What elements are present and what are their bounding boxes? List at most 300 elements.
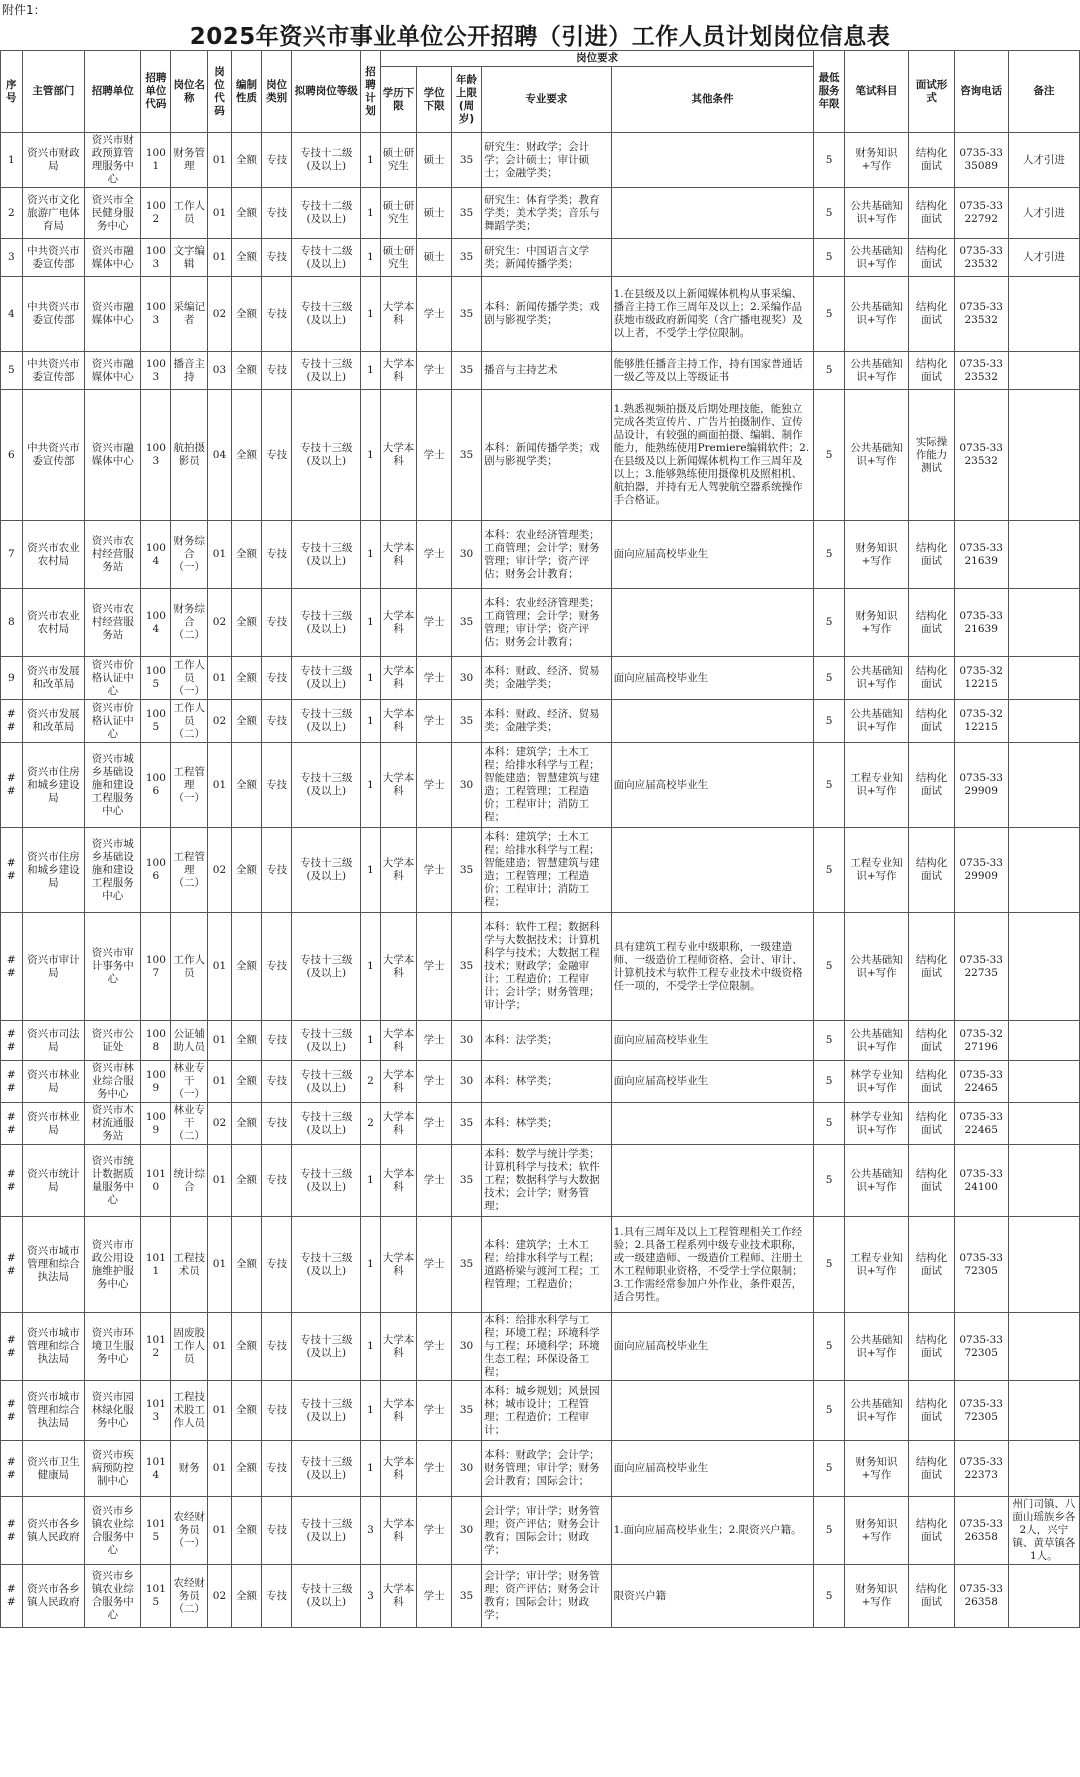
cell-degree: 学士 <box>417 1021 452 1061</box>
cell-edu: 硕士研究生 <box>380 133 417 188</box>
cell-staff-type: 全额 <box>231 352 261 390</box>
cell-degree: 学士 <box>417 1497 452 1565</box>
cell-service: 5 <box>814 1061 844 1103</box>
cell-dept: 资兴市城市管理和综合执法局 <box>22 1217 85 1313</box>
cell-seq: ## <box>1 1145 23 1217</box>
cell-post-type: 专技 <box>262 1565 292 1628</box>
cell-written: 公共基础知识+写作 <box>844 1145 909 1217</box>
table-row <box>1 133 1080 188</box>
cell-post-level: 专技十三级(及以上) <box>292 828 361 913</box>
cell-edu: 大学本科 <box>380 1103 417 1145</box>
cell-unit-code: 1006 <box>141 828 171 913</box>
cell-plan: 1 <box>361 521 380 589</box>
cell-service: 5 <box>814 828 844 913</box>
cell-seq: ## <box>1 1217 23 1313</box>
cell-plan: 1 <box>361 913 380 1021</box>
cell-age: 35 <box>451 1145 481 1217</box>
cell-other <box>611 1103 814 1145</box>
cell-plan: 1 <box>361 352 380 390</box>
cell-service: 5 <box>814 390 844 521</box>
cell-post-type: 专技 <box>262 1381 292 1441</box>
cell-service: 5 <box>814 1021 844 1061</box>
cell-age: 35 <box>451 239 481 277</box>
cell-service: 5 <box>814 743 844 828</box>
cell-other: 1.具有三周年及以上工程管理相关工作经验；2.具备工程系列中级专业技术职称，或一级建造师、一级造价工程师、注册土木工程师职业资格，不受学士学位限制；3.工作需经常参加户外作业，条件艰苦，适合男性。 <box>611 1217 814 1313</box>
cell-seq: 6 <box>1 390 23 521</box>
cell-post-level: 专技十三级(及以上) <box>292 1497 361 1565</box>
cell-plan: 1 <box>361 188 380 239</box>
cell-written: 公共基础知识+写作 <box>844 657 909 700</box>
cell-major: 本科：数学与统计学类；计算机科学与技术；软件工程；数据科学与大数据技术；会计学；财务管理； <box>482 1145 611 1217</box>
cell-major: 本科：建筑学；土木工程；给排水科学与工程；道路桥梁与渡河工程；工程管理；工程造价； <box>482 1217 611 1313</box>
cell-dept: 资兴市住房和城乡建设局 <box>22 743 85 828</box>
cell-post-level: 专技十三级(及以上) <box>292 1021 361 1061</box>
cell-post-name: 固废股工作人员 <box>171 1313 208 1381</box>
cell-unit-code: 1001 <box>141 133 171 188</box>
cell-unit-code: 1012 <box>141 1313 171 1381</box>
cell-other <box>611 188 814 239</box>
cell-post-level: 专技十三级(及以上) <box>292 521 361 589</box>
cell-other <box>611 133 814 188</box>
cell-other: 面向应届高校毕业生 <box>611 1441 814 1497</box>
cell-note <box>1008 589 1079 657</box>
cell-note <box>1008 1313 1079 1381</box>
cell-degree: 学士 <box>417 1441 452 1497</box>
cell-dept: 资兴市财政局 <box>22 133 85 188</box>
cell-unit-code: 1005 <box>141 657 171 700</box>
table-row <box>1 277 1080 352</box>
cell-unit: 资兴市城乡基础设施和建设工程服务中心 <box>85 828 141 913</box>
cell-plan: 1 <box>361 1021 380 1061</box>
cell-interview: 结构化面试 <box>909 133 954 188</box>
cell-degree: 硕士 <box>417 188 452 239</box>
cell-written: 财务知识+写作 <box>844 1441 909 1497</box>
cell-edu: 大学本科 <box>380 1061 417 1103</box>
cell-plan: 1 <box>361 700 380 743</box>
cell-other: 面向应届高校毕业生 <box>611 743 814 828</box>
cell-post-level: 专技十三级(及以上) <box>292 1313 361 1381</box>
cell-post-name: 林业专干（二） <box>171 1103 208 1145</box>
cell-dept: 资兴市发展和改革局 <box>22 700 85 743</box>
cell-major: 会计学；审计学；财务管理；资产评估；财务会计教育；国际会计；财政学； <box>482 1497 611 1565</box>
table-row <box>1 828 1080 913</box>
cell-post-name: 财务综合（一） <box>171 521 208 589</box>
cell-major: 播音与主持艺术 <box>482 352 611 390</box>
cell-unit: 资兴市乡镇农业综合服务中心 <box>85 1565 141 1628</box>
cell-unit-code: 1015 <box>141 1565 171 1628</box>
table-row <box>1 1103 1080 1145</box>
cell-dept: 资兴市各乡镇人民政府 <box>22 1565 85 1628</box>
cell-unit-code: 1009 <box>141 1061 171 1103</box>
cell-post-level: 专技十三级(及以上) <box>292 1145 361 1217</box>
cell-unit-code: 1006 <box>141 743 171 828</box>
cell-seq: ## <box>1 828 23 913</box>
cell-post-code: 01 <box>208 188 232 239</box>
cell-phone: 0735-3335089 <box>954 133 1008 188</box>
cell-note <box>1008 743 1079 828</box>
header-edu: 学历下限 <box>380 67 417 133</box>
cell-major: 本科：给排水科学与工程；环境工程；环境科学与工程；环境科学；环境生态工程；环保设备工程； <box>482 1313 611 1381</box>
cell-edu: 大学本科 <box>380 1381 417 1441</box>
cell-age: 35 <box>451 390 481 521</box>
cell-service: 5 <box>814 700 844 743</box>
cell-interview: 实际操作能力测试 <box>909 390 954 521</box>
cell-post-code: 01 <box>208 133 232 188</box>
cell-post-level: 专技十二级(及以上) <box>292 133 361 188</box>
cell-seq: 3 <box>1 239 23 277</box>
cell-written: 公共基础知识+写作 <box>844 188 909 239</box>
cell-dept: 资兴市林业局 <box>22 1103 85 1145</box>
cell-note <box>1008 1565 1079 1628</box>
cell-post-type: 专技 <box>262 589 292 657</box>
cell-other <box>611 589 814 657</box>
cell-unit: 资兴市农村经营服务站 <box>85 589 141 657</box>
cell-phone: 0735-3212215 <box>954 657 1008 700</box>
cell-post-type: 专技 <box>262 1441 292 1497</box>
cell-note <box>1008 913 1079 1021</box>
cell-post-code: 02 <box>208 277 232 352</box>
cell-post-level: 专技十三级(及以上) <box>292 1441 361 1497</box>
cell-phone: 0735-3326358 <box>954 1497 1008 1565</box>
cell-edu: 大学本科 <box>380 352 417 390</box>
cell-unit: 资兴市审计事务中心 <box>85 913 141 1021</box>
cell-major: 本科：财政学；会计学；财务管理；审计学；财务会计教育；国际会计； <box>482 1441 611 1497</box>
cell-post-name: 采编记者 <box>171 277 208 352</box>
cell-other: 面向应届高校毕业生 <box>611 521 814 589</box>
cell-interview: 结构化面试 <box>909 743 954 828</box>
cell-unit-code: 1004 <box>141 589 171 657</box>
cell-phone: 0735-3372305 <box>954 1217 1008 1313</box>
cell-unit: 资兴市城乡基础设施和建设工程服务中心 <box>85 743 141 828</box>
cell-seq: ## <box>1 1381 23 1441</box>
cell-post-level: 专技十三级(及以上) <box>292 352 361 390</box>
cell-plan: 1 <box>361 743 380 828</box>
cell-written: 公共基础知识+写作 <box>844 1381 909 1441</box>
cell-post-name: 农经财务员（二） <box>171 1565 208 1628</box>
cell-dept: 资兴市发展和改革局 <box>22 657 85 700</box>
cell-age: 35 <box>451 133 481 188</box>
cell-staff-type: 全额 <box>231 828 261 913</box>
cell-service: 5 <box>814 1313 844 1381</box>
cell-plan: 1 <box>361 1441 380 1497</box>
header-note: 备注 <box>1008 51 1079 133</box>
cell-edu: 大学本科 <box>380 1497 417 1565</box>
cell-note <box>1008 277 1079 352</box>
cell-interview: 结构化面试 <box>909 913 954 1021</box>
cell-other <box>611 239 814 277</box>
cell-staff-type: 全额 <box>231 1145 261 1217</box>
cell-post-code: 01 <box>208 1313 232 1381</box>
cell-seq: ## <box>1 1441 23 1497</box>
cell-staff-type: 全额 <box>231 188 261 239</box>
cell-other <box>611 1145 814 1217</box>
cell-staff-type: 全额 <box>231 133 261 188</box>
cell-age: 35 <box>451 188 481 239</box>
table-row <box>1 521 1080 589</box>
header-unit: 招聘单位 <box>85 51 141 133</box>
cell-staff-type: 全额 <box>231 521 261 589</box>
cell-major: 会计学；审计学；财务管理；资产评估；财务会计教育；国际会计；财政学； <box>482 1565 611 1628</box>
table-row <box>1 657 1080 700</box>
cell-age: 35 <box>451 277 481 352</box>
cell-plan: 1 <box>361 828 380 913</box>
cell-unit-code: 1005 <box>141 700 171 743</box>
cell-interview: 结构化面试 <box>909 1061 954 1103</box>
cell-plan: 2 <box>361 1061 380 1103</box>
cell-edu: 大学本科 <box>380 1217 417 1313</box>
cell-post-name: 工作人员（一） <box>171 657 208 700</box>
cell-written: 公共基础知识+写作 <box>844 239 909 277</box>
cell-dept: 中共资兴市委宣传部 <box>22 277 85 352</box>
cell-age: 30 <box>451 1061 481 1103</box>
cell-other: 面向应届高校毕业生 <box>611 1021 814 1061</box>
cell-major: 本科：林学类； <box>482 1061 611 1103</box>
cell-interview: 结构化面试 <box>909 1021 954 1061</box>
header-post-name: 岗位名称 <box>171 51 208 133</box>
cell-phone: 0735-3323532 <box>954 277 1008 352</box>
cell-post-code: 01 <box>208 1021 232 1061</box>
cell-service: 5 <box>814 277 844 352</box>
cell-phone: 0735-3326358 <box>954 1565 1008 1628</box>
cell-post-code: 02 <box>208 828 232 913</box>
cell-post-type: 专技 <box>262 277 292 352</box>
cell-dept: 中共资兴市委宣传部 <box>22 352 85 390</box>
cell-unit: 资兴市融媒体中心 <box>85 239 141 277</box>
table-row <box>1 1565 1080 1628</box>
cell-post-code: 01 <box>208 913 232 1021</box>
cell-post-type: 专技 <box>262 743 292 828</box>
cell-age: 35 <box>451 700 481 743</box>
cell-unit: 资兴市乡镇农业综合服务中心 <box>85 1497 141 1565</box>
cell-service: 5 <box>814 1145 844 1217</box>
header-phone: 咨询电话 <box>954 51 1008 133</box>
cell-phone: 0735-3372305 <box>954 1381 1008 1441</box>
cell-plan: 1 <box>361 1217 380 1313</box>
cell-edu: 大学本科 <box>380 700 417 743</box>
cell-major: 本科：新闻传播学类；戏剧与影视学类； <box>482 390 611 521</box>
cell-post-code: 01 <box>208 1441 232 1497</box>
cell-seq: ## <box>1 1021 23 1061</box>
cell-unit: 资兴市木材流通服务站 <box>85 1103 141 1145</box>
header-written: 笔试科目 <box>844 51 909 133</box>
cell-major: 本科：农业经济管理类；工商管理；会计学；财务管理；审计学；资产评估；财务会计教育； <box>482 589 611 657</box>
header-post-code: 岗位代码 <box>208 51 232 133</box>
cell-plan: 1 <box>361 657 380 700</box>
table-row <box>1 1313 1080 1381</box>
cell-post-name: 财务 <box>171 1441 208 1497</box>
cell-phone: 0735-3322373 <box>954 1441 1008 1497</box>
cell-phone: 0735-3323532 <box>954 352 1008 390</box>
cell-major: 本科：林学类； <box>482 1103 611 1145</box>
cell-seq: ## <box>1 1061 23 1103</box>
cell-post-name: 工程技术股工作人员 <box>171 1381 208 1441</box>
cell-edu: 大学本科 <box>380 277 417 352</box>
cell-post-name: 工作人员 <box>171 913 208 1021</box>
cell-degree: 学士 <box>417 1103 452 1145</box>
cell-staff-type: 全额 <box>231 1061 261 1103</box>
cell-other <box>611 1381 814 1441</box>
cell-other: 1.在县级及以上新闻媒体机构从事采编、播音主持工作三周年及以上；2.采编作品获地市级政府新闻奖（含广播电视奖）及以上者，不受学士学位限制。 <box>611 277 814 352</box>
cell-plan: 1 <box>361 133 380 188</box>
cell-written: 工程专业知识+写作 <box>844 828 909 913</box>
cell-written: 财务知识+写作 <box>844 1565 909 1628</box>
cell-interview: 结构化面试 <box>909 657 954 700</box>
cell-interview: 结构化面试 <box>909 188 954 239</box>
cell-major: 研究生：体育学类；教育学类；美术学类；音乐与舞蹈学类； <box>482 188 611 239</box>
cell-unit-code: 1015 <box>141 1497 171 1565</box>
header-service: 最低服务年限 <box>814 51 844 133</box>
cell-phone: 0735-3321639 <box>954 521 1008 589</box>
cell-service: 5 <box>814 239 844 277</box>
cell-seq: ## <box>1 1565 23 1628</box>
cell-unit-code: 1003 <box>141 239 171 277</box>
cell-unit: 资兴市环境卫生服务中心 <box>85 1313 141 1381</box>
cell-dept: 资兴市文化旅游广电体育局 <box>22 188 85 239</box>
cell-major: 本科：软件工程；数据科学与大数据技术；计算机科学与技术；大数据工程技术；财政学；金融审计；工程造价；工程审计；会计学；财务管理；审计学； <box>482 913 611 1021</box>
cell-written: 财务知识+写作 <box>844 133 909 188</box>
cell-edu: 大学本科 <box>380 1441 417 1497</box>
cell-plan: 1 <box>361 1145 380 1217</box>
header-post-type: 岗位类别 <box>262 51 292 133</box>
cell-seq: ## <box>1 1497 23 1565</box>
cell-phone: 0735-3323532 <box>954 239 1008 277</box>
cell-post-code: 01 <box>208 657 232 700</box>
cell-age: 35 <box>451 1103 481 1145</box>
header-post-level: 拟聘岗位等级 <box>292 51 361 133</box>
table-row <box>1 239 1080 277</box>
cell-seq: 8 <box>1 589 23 657</box>
cell-post-type: 专技 <box>262 239 292 277</box>
cell-seq: ## <box>1 1313 23 1381</box>
cell-dept: 资兴市林业局 <box>22 1061 85 1103</box>
cell-interview: 结构化面试 <box>909 1565 954 1628</box>
cell-post-name: 工程管理（二） <box>171 828 208 913</box>
cell-major: 本科：财政、经济、贸易类；金融学类； <box>482 657 611 700</box>
cell-interview: 结构化面试 <box>909 828 954 913</box>
cell-major: 本科：新闻传播学类；戏剧与影视学类； <box>482 277 611 352</box>
cell-other: 1.面向应届高校毕业生；2.限资兴户籍。 <box>611 1497 814 1565</box>
cell-interview: 结构化面试 <box>909 1497 954 1565</box>
cell-major: 本科：城乡规划；风景园林；城市设计；工程管理；工程造价；工程审计； <box>482 1381 611 1441</box>
cell-phone: 0735-3324100 <box>954 1145 1008 1217</box>
cell-age: 30 <box>451 1497 481 1565</box>
cell-dept: 资兴市农业农村局 <box>22 589 85 657</box>
table-row <box>1 1145 1080 1217</box>
cell-age: 35 <box>451 828 481 913</box>
cell-unit: 资兴市市政公用设施维护服务中心 <box>85 1217 141 1313</box>
cell-interview: 结构化面试 <box>909 521 954 589</box>
cell-post-type: 专技 <box>262 1145 292 1217</box>
cell-interview: 结构化面试 <box>909 1103 954 1145</box>
cell-seq: 1 <box>1 133 23 188</box>
cell-dept: 中共资兴市委宣传部 <box>22 390 85 521</box>
cell-staff-type: 全额 <box>231 743 261 828</box>
table-row <box>1 913 1080 1021</box>
cell-dept: 资兴市司法局 <box>22 1021 85 1061</box>
cell-post-code: 02 <box>208 589 232 657</box>
cell-edu: 大学本科 <box>380 521 417 589</box>
cell-dept: 资兴市住房和城乡建设局 <box>22 828 85 913</box>
cell-staff-type: 全额 <box>231 1021 261 1061</box>
table-body <box>1 133 1080 1628</box>
cell-post-type: 专技 <box>262 133 292 188</box>
cell-age: 35 <box>451 1217 481 1313</box>
cell-major: 本科：建筑学；土木工程；给排水科学与工程；智能建造；智慧建筑与建造；工程管理；工程造价；工程审计；消防工程； <box>482 828 611 913</box>
cell-post-type: 专技 <box>262 188 292 239</box>
cell-interview: 结构化面试 <box>909 700 954 743</box>
cell-edu: 大学本科 <box>380 1313 417 1381</box>
cell-edu: 大学本科 <box>380 743 417 828</box>
cell-major: 研究生：中国语言文学类；新闻传播学类； <box>482 239 611 277</box>
cell-edu: 大学本科 <box>380 1565 417 1628</box>
cell-age: 30 <box>451 657 481 700</box>
table-row <box>1 188 1080 239</box>
cell-degree: 学士 <box>417 657 452 700</box>
cell-phone: 0735-3227196 <box>954 1021 1008 1061</box>
cell-note: 人才引进 <box>1008 188 1079 239</box>
cell-unit-code: 1011 <box>141 1217 171 1313</box>
cell-note <box>1008 1145 1079 1217</box>
cell-plan: 1 <box>361 589 380 657</box>
cell-interview: 结构化面试 <box>909 1313 954 1381</box>
cell-post-level: 专技十三级(及以上) <box>292 913 361 1021</box>
cell-interview: 结构化面试 <box>909 1217 954 1313</box>
cell-interview: 结构化面试 <box>909 352 954 390</box>
cell-note <box>1008 1217 1079 1313</box>
cell-post-level: 专技十二级(及以上) <box>292 239 361 277</box>
cell-dept: 资兴市卫生健康局 <box>22 1441 85 1497</box>
cell-degree: 学士 <box>417 352 452 390</box>
cell-unit: 资兴市融媒体中心 <box>85 352 141 390</box>
cell-staff-type: 全额 <box>231 1441 261 1497</box>
cell-unit: 资兴市园林绿化服务中心 <box>85 1381 141 1441</box>
cell-other: 面向应届高校毕业生 <box>611 1313 814 1381</box>
cell-note: 人才引进 <box>1008 239 1079 277</box>
cell-post-code: 01 <box>208 1061 232 1103</box>
cell-service: 5 <box>814 1497 844 1565</box>
cell-post-name: 航拍摄影员 <box>171 390 208 521</box>
cell-post-level: 专技十三级(及以上) <box>292 657 361 700</box>
cell-written: 公共基础知识+写作 <box>844 390 909 521</box>
cell-phone: 0735-3322465 <box>954 1061 1008 1103</box>
cell-phone: 0735-3212215 <box>954 700 1008 743</box>
header-staff-type: 编制性质 <box>231 51 261 133</box>
cell-phone: 0735-3372305 <box>954 1313 1008 1381</box>
table-row <box>1 1381 1080 1441</box>
cell-edu: 大学本科 <box>380 589 417 657</box>
table-row <box>1 589 1080 657</box>
cell-major: 研究生：财政学；会计学；会计硕士；审计硕士；金融学类； <box>482 133 611 188</box>
cell-service: 5 <box>814 1217 844 1313</box>
cell-note: 人才引进 <box>1008 133 1079 188</box>
cell-staff-type: 全额 <box>231 1217 261 1313</box>
cell-written: 公共基础知识+写作 <box>844 1021 909 1061</box>
cell-service: 5 <box>814 521 844 589</box>
cell-phone: 0735-3322792 <box>954 188 1008 239</box>
cell-plan: 1 <box>361 1313 380 1381</box>
cell-post-name: 农经财务员（一） <box>171 1497 208 1565</box>
cell-note <box>1008 1381 1079 1441</box>
cell-unit: 资兴市疾病预防控制中心 <box>85 1441 141 1497</box>
cell-plan: 1 <box>361 239 380 277</box>
cell-plan: 1 <box>361 390 380 521</box>
cell-unit-code: 1004 <box>141 521 171 589</box>
cell-phone: 0735-3329909 <box>954 828 1008 913</box>
cell-degree: 学士 <box>417 700 452 743</box>
cell-service: 5 <box>814 188 844 239</box>
cell-written: 财务知识+写作 <box>844 521 909 589</box>
cell-post-name: 文字编辑 <box>171 239 208 277</box>
